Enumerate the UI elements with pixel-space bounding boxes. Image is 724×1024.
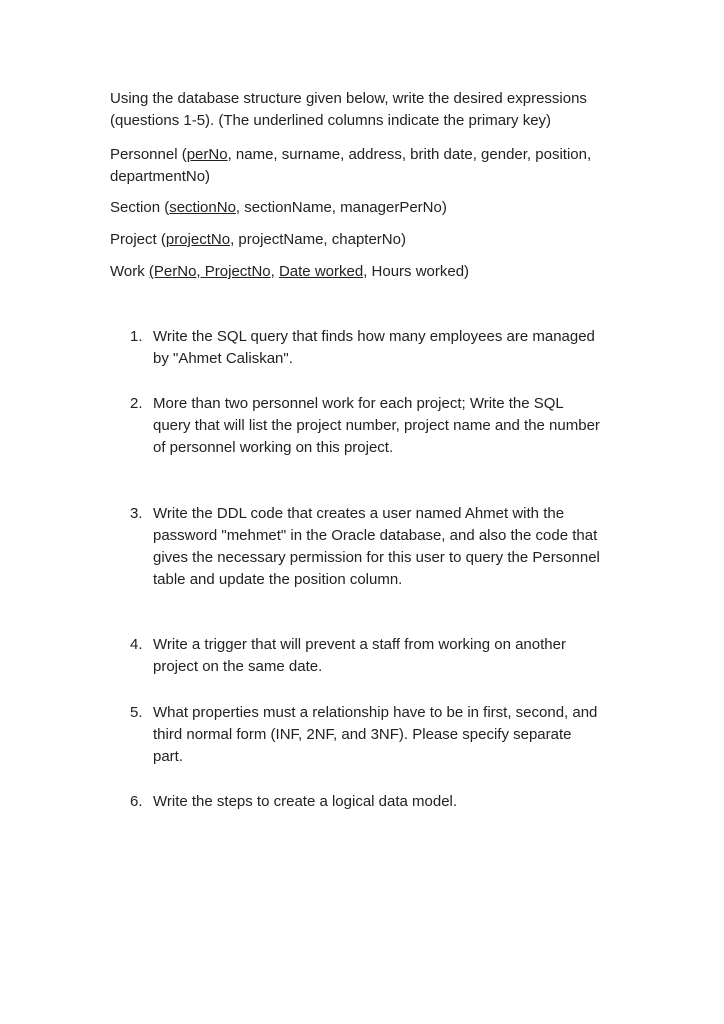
primary-key: sectionNo bbox=[169, 199, 236, 216]
question-item bbox=[130, 702, 600, 768]
instructions-paragraph: Using the database structure given below, write the desired expressions (questions 1-5). (The underlined columns indicate the primary key) bbox=[110, 90, 587, 129]
question-text: Write the steps to create a logical data model. bbox=[153, 793, 458, 810]
question-number: 3. bbox=[130, 505, 143, 522]
question-number: 1. bbox=[130, 328, 143, 345]
question-item bbox=[130, 503, 600, 591]
question-text: Write the SQL query that finds how many employees are managed by "Ahmet Caliskan". bbox=[153, 328, 595, 367]
key-separator: , bbox=[270, 263, 275, 280]
table-name: Project bbox=[110, 231, 157, 248]
schema-project: Project (projectNo, projectName, chapterNo) bbox=[110, 231, 406, 248]
table-columns: , projectName, chapterNo) bbox=[230, 231, 406, 248]
schema-work bbox=[110, 261, 640, 283]
question-text: Write the DDL code that creates a user named Ahmet with the password "mehmet" in the Oracle database, and also the code that gives the necessary permission for this user to query the Personnel table and update the position column. bbox=[153, 505, 600, 588]
question-item bbox=[130, 326, 600, 370]
key-separator: , bbox=[196, 263, 201, 280]
table-columns: , sectionName, managerPerNo) bbox=[235, 199, 447, 216]
table-name: Work bbox=[110, 263, 145, 280]
question-number: 4. bbox=[130, 636, 143, 653]
schema-section: Section (sectionNo, sectionName, managerPerNo) bbox=[110, 199, 447, 216]
primary-key: Date worked bbox=[278, 263, 364, 280]
table-columns: , name, surname, address, brith date, gender, position, departmentNo) bbox=[110, 146, 592, 185]
primary-key: perNo bbox=[186, 146, 228, 163]
primary-key: ProjectNo bbox=[204, 263, 271, 280]
question-item bbox=[130, 791, 600, 813]
question-item bbox=[130, 393, 600, 459]
table-name: Section bbox=[110, 199, 161, 216]
primary-key: projectNo bbox=[165, 231, 231, 248]
table-name: Personnel bbox=[110, 146, 178, 163]
question-number: 6. bbox=[130, 793, 143, 810]
question-text: More than two personnel work for each project; Write the SQL query that will list the project number, project name and the number of personnel working on this project. bbox=[153, 395, 600, 456]
table-columns: , Hours worked) bbox=[363, 263, 470, 280]
schema-personnel: Personnel (perNo, name, surname, address, brith date, gender, position, departmentNo) bbox=[110, 146, 592, 185]
question-text: Write a trigger that will prevent a staff from working on another project on the same date. bbox=[153, 636, 566, 675]
question-number: 5. bbox=[130, 704, 143, 721]
question-text: What properties must a relationship have to be in first, second, and third normal form (INF, 2NF, and 3NF). Please specify separate part. bbox=[153, 704, 598, 765]
primary-key: (PerNo bbox=[148, 263, 197, 280]
question-number: 2. bbox=[130, 395, 143, 412]
question-item bbox=[130, 634, 600, 678]
